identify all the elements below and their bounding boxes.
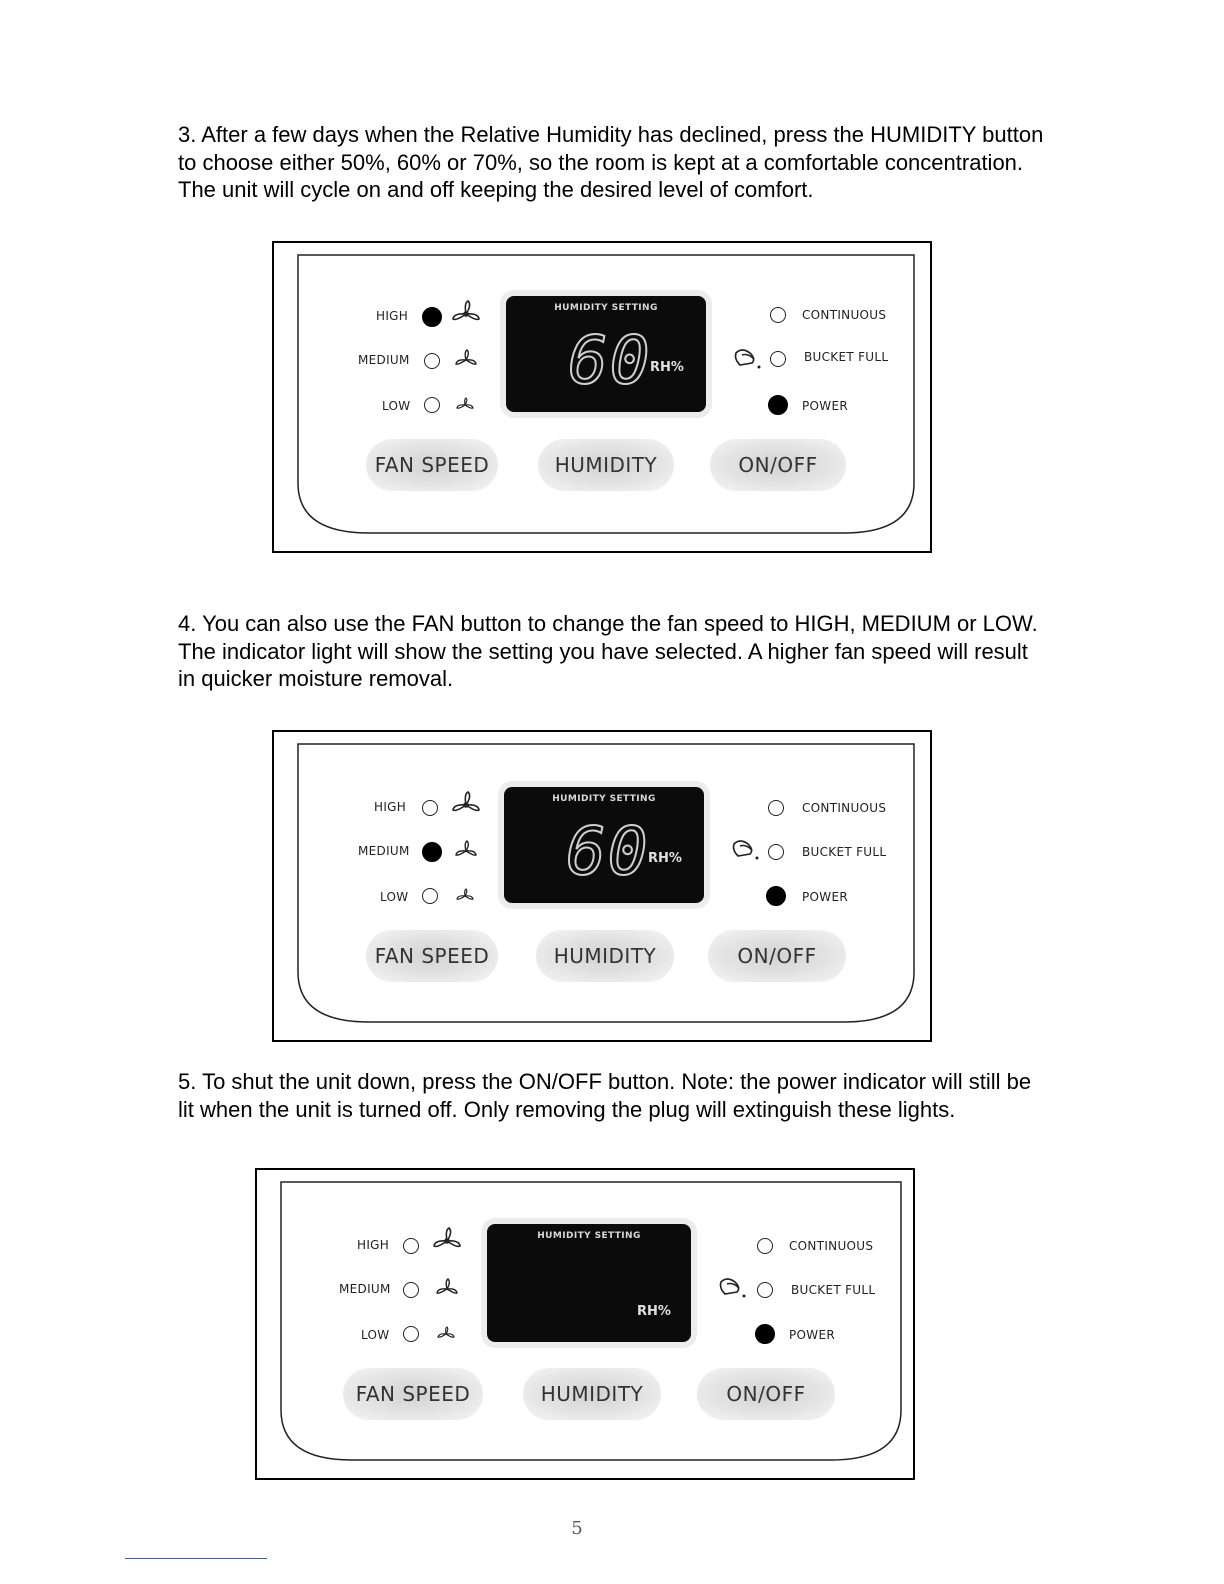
fan-speed-button[interactable]: FAN SPEED [366, 930, 498, 982]
fan-high-icon [450, 790, 482, 820]
high-indicator [422, 307, 442, 327]
medium-label: MEDIUM [339, 1282, 391, 1296]
continuous-label: CONTINUOUS [802, 308, 887, 322]
lcd-title: HUMIDITY SETTING [537, 1231, 641, 1241]
onoff-button[interactable]: ON/OFF [710, 439, 846, 491]
lcd-unit: RH% [648, 851, 682, 866]
continuous-indicator [757, 1238, 773, 1254]
power-label: POWER [802, 890, 848, 904]
page-number: 5 [571, 1518, 583, 1539]
bucket-icon [732, 345, 764, 371]
high-indicator [422, 800, 438, 816]
lcd-title: HUMIDITY SETTING [554, 303, 658, 313]
fan-high-icon [450, 299, 482, 329]
high-indicator [403, 1238, 419, 1254]
medium-indicator [403, 1282, 419, 1298]
low-indicator [422, 888, 438, 904]
power-label: POWER [789, 1328, 835, 1342]
fan-medium-icon [454, 840, 478, 862]
bucket-icon [730, 836, 762, 862]
fan-high-icon [431, 1226, 463, 1256]
lcd-title: HUMIDITY SETTING [552, 794, 656, 804]
continuous-label: CONTINUOUS [802, 801, 887, 815]
low-indicator [424, 397, 440, 413]
bucket-full-indicator [770, 351, 786, 367]
bucket-full-indicator [757, 1282, 773, 1298]
lcd-value: 60 [566, 813, 650, 890]
fan-speed-button[interactable]: FAN SPEED [343, 1368, 483, 1420]
humidity-button[interactable]: HUMIDITY [538, 439, 674, 491]
onoff-button[interactable]: ON/OFF [708, 930, 846, 982]
fan-low-icon [456, 397, 474, 413]
power-indicator [755, 1324, 775, 1344]
bucket-full-label: BUCKET FULL [791, 1283, 876, 1297]
humidity-button[interactable]: HUMIDITY [523, 1368, 661, 1420]
humidity-display [506, 296, 706, 412]
control-panel-2 [272, 730, 932, 1042]
high-label: HIGH [357, 1238, 390, 1252]
lcd-unit: RH% [650, 360, 684, 375]
control-panel-3 [255, 1168, 915, 1480]
low-label: LOW [382, 399, 411, 413]
onoff-button[interactable]: ON/OFF [697, 1368, 835, 1420]
humidity-button[interactable]: HUMIDITY [536, 930, 674, 982]
medium-indicator [424, 353, 440, 369]
low-label: LOW [380, 890, 409, 904]
step-4-text: 4. You can also use the FAN button to change the fan speed to HIGH, MEDIUM or LOW. The indicator light will show the setting you have selected. A higher fan speed will result in quicker moisture removal. [178, 611, 1038, 691]
step-3-text: 3. After a few days when the Relative Humidity has declined, press the HUMIDITY button to choose either 50%, 60% or 70%, so the room is kept at a comfortable concentration. The unit will cycle on and off keeping the desired level of comfort. [178, 122, 1044, 202]
bucket-full-indicator [768, 844, 784, 860]
power-indicator [766, 886, 786, 906]
humidity-display [487, 1224, 691, 1342]
fan-medium-icon [435, 1278, 459, 1300]
low-label: LOW [361, 1328, 390, 1342]
bucket-full-label: BUCKET FULL [804, 350, 889, 364]
high-label: HIGH [376, 309, 409, 323]
lcd-value: 60 [568, 322, 652, 399]
fan-medium-icon [454, 349, 478, 371]
control-panel-1 [272, 241, 932, 553]
medium-indicator [422, 842, 442, 862]
continuous-indicator [768, 800, 784, 816]
fan-low-icon [456, 888, 474, 904]
bucket-full-label: BUCKET FULL [802, 845, 887, 859]
low-indicator [403, 1326, 419, 1342]
fan-low-icon [437, 1326, 455, 1342]
step-5-text: 5. To shut the unit down, press the ON/OFF button. Note: the power indicator will still be lit when the unit is turned off. Only removing the plug will extinguish these lights. [178, 1069, 1032, 1122]
footer-rule [125, 1558, 267, 1559]
high-label: HIGH [374, 800, 407, 814]
fan-speed-button[interactable]: FAN SPEED [366, 439, 498, 491]
lcd-unit: RH% [637, 1304, 671, 1319]
humidity-display [504, 787, 704, 903]
continuous-label: CONTINUOUS [789, 1239, 874, 1253]
medium-label: MEDIUM [358, 844, 410, 858]
medium-label: MEDIUM [358, 353, 410, 367]
continuous-indicator [770, 307, 786, 323]
power-label: POWER [802, 399, 848, 413]
bucket-icon [717, 1274, 749, 1300]
power-indicator [768, 395, 788, 415]
